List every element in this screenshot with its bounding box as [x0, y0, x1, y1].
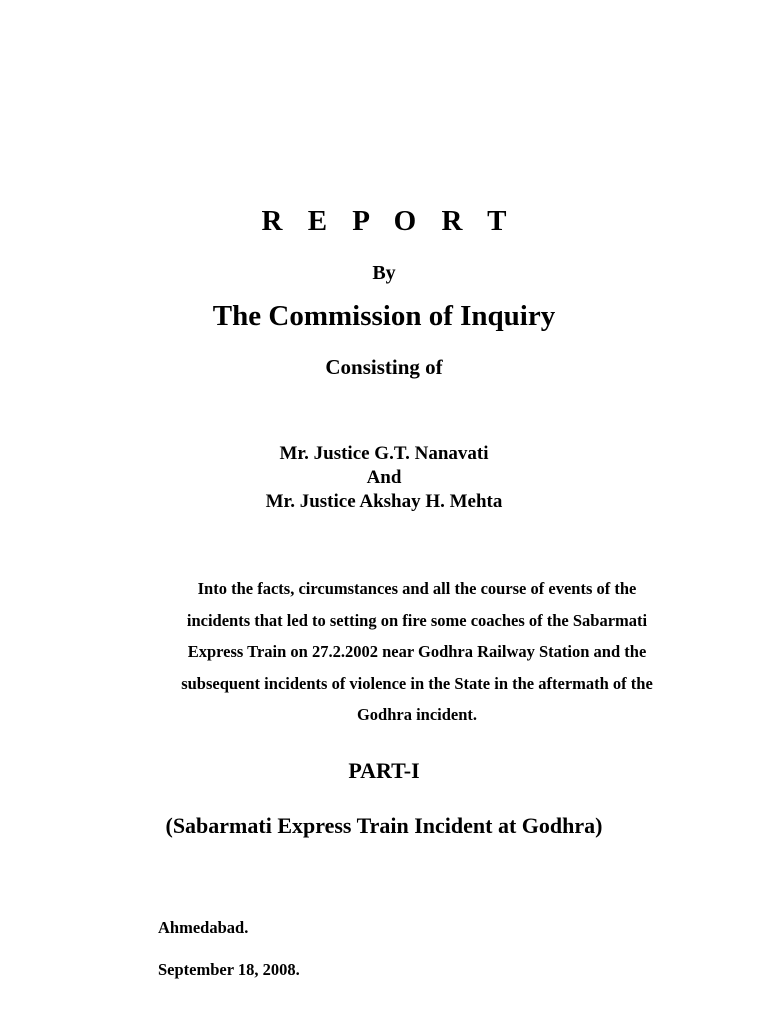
member-first: Mr. Justice G.T. Nanavati: [279, 443, 489, 464]
commission-title: The Commission of Inquiry: [212, 300, 556, 332]
by-line: By: [372, 262, 396, 284]
date-line: September 18, 2008.: [158, 960, 300, 979]
terms-line: Express Train on 27.2.2002 near Godhra Railway Station and the: [187, 642, 647, 661]
part-subtitle: (Sabarmati Express Train Incident at Godhra): [165, 813, 603, 838]
report-title: R E P O R T: [261, 205, 516, 237]
terms-line: Godhra incident.: [356, 705, 478, 724]
member-conjunction: And: [366, 467, 402, 488]
place-line: Ahmedabad.: [158, 918, 249, 937]
part-heading: PART-I: [348, 758, 420, 783]
terms-line: Into the facts, circumstances and all the course of events of the: [197, 579, 637, 598]
terms-line: incidents that led to setting on fire some coaches of the Sabarmati: [186, 610, 648, 630]
terms-line: subsequent incidents of violence in the State in the aftermath of the: [181, 673, 653, 693]
terms-of-reference: [150, 573, 684, 731]
consisting-of-line: Consisting of: [325, 355, 443, 379]
member-second: Mr. Justice Akshay H. Mehta: [265, 491, 503, 512]
